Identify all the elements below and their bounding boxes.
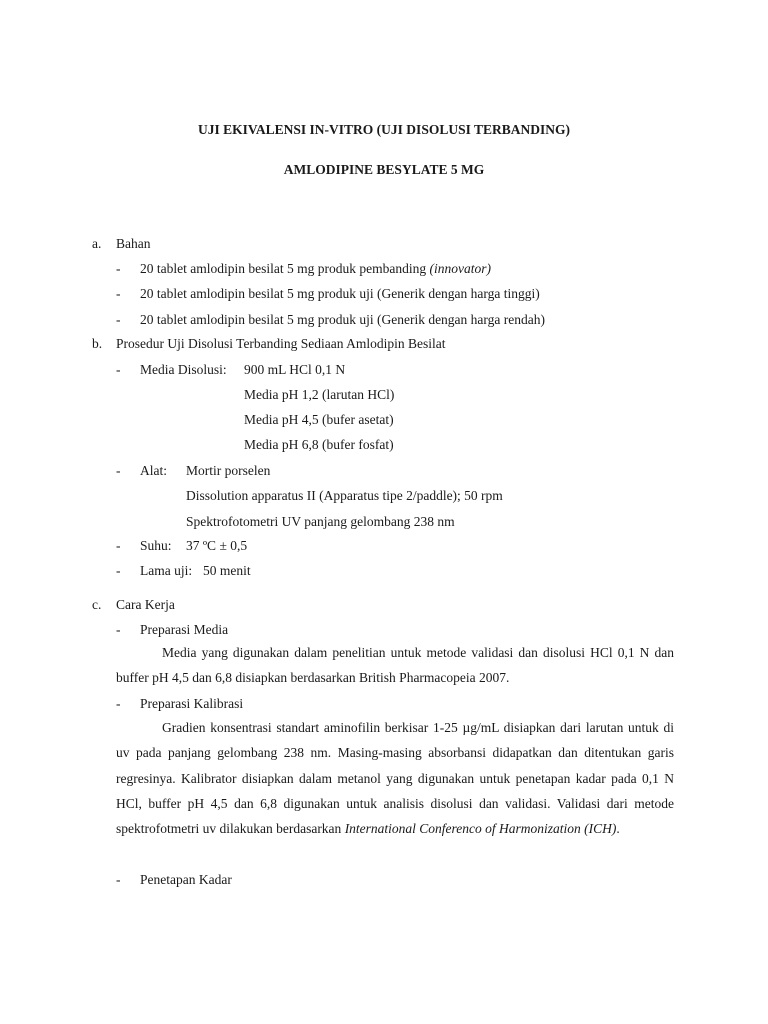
section-c-marker: c.	[92, 597, 102, 612]
section-c-heading: Cara Kerja	[116, 597, 175, 612]
section-b-heading: Prosedur Uji Disolusi Terbanding Sediaan Amlodipin Besilat	[116, 336, 446, 351]
section-a-heading: Bahan	[116, 236, 151, 251]
media-label: Media Disolusi:	[140, 362, 227, 377]
list-bullet: -	[116, 538, 121, 553]
section-b-marker: b.	[92, 336, 103, 351]
list-bullet: -	[116, 696, 121, 711]
list-bullet: -	[116, 872, 121, 887]
media-value: Media pH 6,8 (bufer fosfat)	[244, 437, 394, 452]
list-item: 20 tablet amlodipin besilat 5 mg produk uji (Generik dengan harga tinggi)	[140, 286, 540, 301]
preparasi-media-label: Preparasi Media	[140, 622, 229, 637]
alat-value: Dissolution apparatus II (Apparatus tipe 2/paddle); 50 rpm	[186, 488, 503, 503]
preparasi-kalibrasi-paragraph: Gradien konsentrasi standart aminofilin berkisar 1-25 µg/mL disiapkan dari larutan untuk di uv pada panjang gelombang 238 nm. Masing-masing absorbansi didapatkan dan ditentukan garis regresinya. Kalibrator disiapkan dalam metanol yang digunakan untuk penetapan kadar pada 0,1 N HCl, buffer pH 4,5 dan 6,8 digunakan untuk analisis disolusi dan validasi. Validasi dari metode spektrofotmetri uv dilakukan berdasarkan International Conferenco of Harmonization (ICH).	[116, 720, 674, 837]
list-item: 20 tablet amlodipin besilat 5 mg produk pembanding (innovator)	[140, 261, 491, 276]
preparasi-kalibrasi-label: Preparasi Kalibrasi	[140, 696, 244, 711]
suhu-value: 37 ºC ± 0,5	[186, 538, 248, 553]
document-subtitle: AMLODIPINE BESYLATE 5 MG	[283, 162, 485, 177]
list-bullet: -	[116, 312, 121, 327]
lama-label: Lama uji:	[140, 563, 193, 578]
section-a-marker: a.	[92, 236, 102, 251]
alat-label: Alat:	[140, 463, 167, 478]
media-value: Media pH 1,2 (larutan HCl)	[244, 387, 395, 402]
media-value: Media pH 4,5 (bufer asetat)	[244, 412, 394, 427]
lama-value: 50 menit	[203, 563, 251, 578]
list-bullet: -	[116, 362, 121, 377]
alat-value: Spektrofotometri UV panjang gelombang 238 nm	[186, 514, 455, 529]
list-bullet: -	[116, 563, 121, 578]
list-bullet: -	[116, 622, 121, 637]
list-bullet: -	[116, 463, 121, 478]
list-bullet: -	[116, 286, 121, 301]
media-value: 900 mL HCl 0,1 N	[244, 362, 346, 377]
penetapan-kadar-label: Penetapan Kadar	[140, 872, 232, 887]
list-item: 20 tablet amlodipin besilat 5 mg produk uji (Generik dengan harga rendah)	[140, 312, 546, 327]
document-title: UJI EKIVALENSI IN-VITRO (UJI DISOLUSI TERBANDING)	[198, 122, 570, 137]
preparasi-media-paragraph: Media yang digunakan dalam penelitian untuk metode validasi dan disolusi HCl 0,1 N dan buffer pH 4,5 dan 6,8 disiapkan berdasarkan British Pharmacopeia 2007.	[116, 645, 674, 686]
suhu-label: Suhu:	[140, 538, 172, 553]
list-bullet: -	[116, 261, 121, 276]
alat-value: Mortir porselen	[186, 463, 271, 478]
